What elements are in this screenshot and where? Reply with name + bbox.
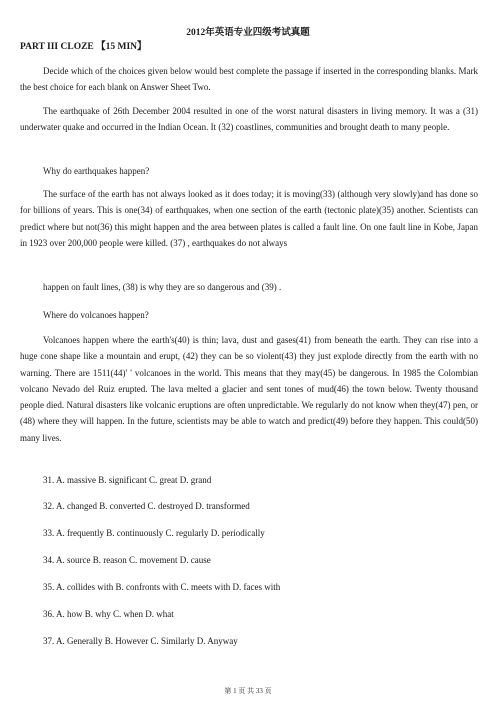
question-36: 36. A. how B. why C. when D. what xyxy=(43,609,174,619)
question-37: 37. A. Generally B. However C. Similarly D. Anyway xyxy=(43,636,238,646)
section-heading: PART III CLOZE 【15 MIN】 xyxy=(20,42,147,52)
page-footer: 第 1 页 共 33 页 xyxy=(224,687,272,695)
document-title: 2012年英语专业四级考试真题 xyxy=(186,28,310,38)
passage-paragraph-3: happen on fault lines, (38) is why they are so dangerous and (39) . xyxy=(43,282,282,292)
question-33: 33. A. frequently B. continuously C. regularly D. periodically xyxy=(43,528,265,538)
directions-paragraph: Decide which of the choices given below would best complete the passage if inserted in the corresponding blanks. Mark the best choice for each blank on Answer Sheet Two. xyxy=(20,66,478,93)
passage-question-earthquakes: Why do earthquakes happen? xyxy=(43,166,150,176)
passage-question-volcanoes: Where do volcanoes happen? xyxy=(43,310,149,320)
question-34: 34. A. source B. reason C. movement D. cause xyxy=(43,555,211,565)
question-35: 35. A. collides with B. confronts with C. meets with D. faces with xyxy=(43,582,281,592)
passage-paragraph-1: The earthquake of 26th December 2004 resulted in one of the worst natural disasters in living memory. It was a (31) underwater quake and occurred in the Indian Ocean. It (32) coastlines, communities and brought death to many people. xyxy=(20,106,478,133)
question-32: 32. A. changed B. converted C. destroyed D. transformed xyxy=(43,501,250,511)
passage-paragraph-2: The surface of the earth has not always looked as it does today; it is moving(33) (although very slowly)and has done so for billions of years. This is one(34) of earthquakes, when one section of the earth (tectonic plate)(35) another. Scientists can predict where but not(36) this might happen and the area between plates is called a fault line. On one fault line in Kobe, Japan in 1923 over 200,000 people were killed. (37) , earthquakes do not always xyxy=(20,189,478,248)
passage-paragraph-4: Volcanoes happen where the earth's(40) is thin; lava, dust and gases(41) from beneath the earth. They can rise into a huge cone shape like a mountain and erupt, (42) they can be so violent(43) they just explode directly from the earth with no warning. There are 1511(44)' ' volcanoes in the world. This means that they may(45) be dangerous. In 1985 the Colombian volcano Nevado del Ruiz erupted. The lava melted a glacier and sent tones of mud(46) the town below. Twenty thousand people died. Natural disasters like volcanic eruptions are often unpredictable. We regularly do not know when they(47) pen, or (48) where they will happen. In the future, scientists may be able to watch and predict(49) before they happen. This could(50) many lives. xyxy=(20,335,478,443)
question-31: 31. A. massive B. significant C. great D. grand xyxy=(43,475,212,485)
